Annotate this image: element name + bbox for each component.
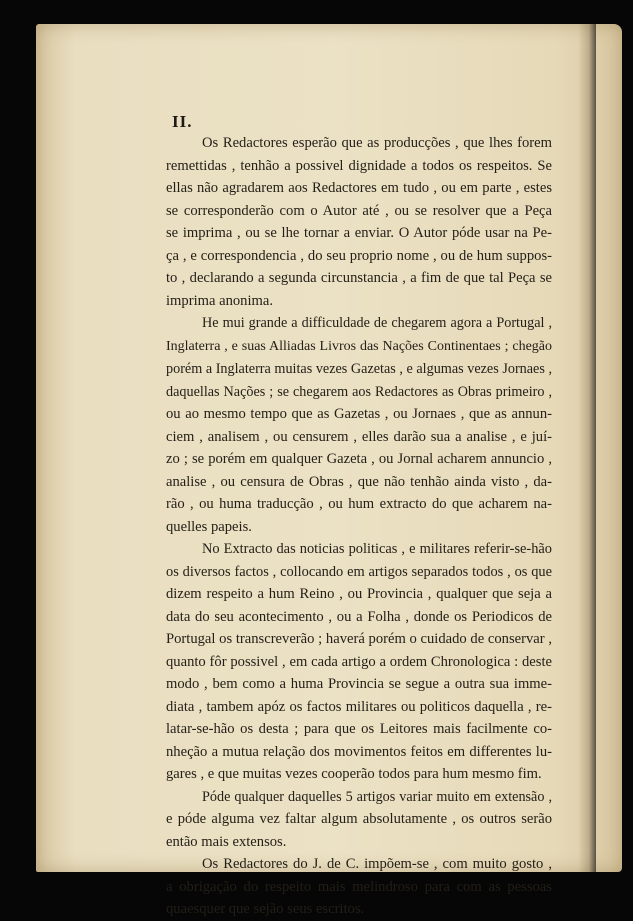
text-line: No Extracto das noticias politicas , e militares referir-se-hão xyxy=(202,541,552,557)
paragraph xyxy=(166,853,552,921)
text-line: diata , tambem apóz os factos militares ou politicos daquella , re- xyxy=(166,698,552,715)
text-line: remettidas , tenhão a possivel dignidade a todos os respeitos. Se xyxy=(166,157,552,174)
text-line: ou ao mesmo tempo que as Gazetas , ou Jornaes , que as annun- xyxy=(166,406,552,422)
page-number: II. xyxy=(172,112,193,131)
paragraph xyxy=(166,312,552,538)
paragraph xyxy=(166,132,552,312)
text-line: se imprima , ou se lhe tornar a enviar. O Autor póde usar na Pe- xyxy=(166,225,552,241)
text-line: ciem , analisem , ou censurem , elles darão sua a analise , e juí- xyxy=(166,428,552,445)
text-line: quelles papeis. xyxy=(166,518,252,535)
text-line: quanto fôr possivel , em cada artigo a ordem Chronologica : deste xyxy=(166,653,552,670)
text-line: analise , ou censura de Obras , que não tenhão ainda visto , da- xyxy=(166,473,552,490)
text-line: quaesquer que sejão seus escritos. xyxy=(166,901,365,917)
text-line: He mui grande a difficuldade de chegarem agora a Portugal , xyxy=(202,315,552,331)
text-line: zo ; se porém em qualquer Gazeta , ou Jornal acharem annuncio , xyxy=(166,451,552,467)
text-line: a obrigação do respeito mais melindroso para com as pessoas xyxy=(166,878,552,895)
text-line: ellas não agradarem aos Redactores em tudo , ou em parte , estes xyxy=(166,180,552,196)
text-line: rão , ou huma traducção , ou hum extracto do que acharem na- xyxy=(166,496,552,512)
page-fold-shadow xyxy=(578,24,596,872)
text-line: data do seu acontecimento , ou a Folha , donde os Periodicos de xyxy=(166,608,552,625)
text-line: se corresponderão com o Autor até , ou se resolver que a Peça xyxy=(166,202,552,219)
text-line: Os Redactores esperão que as producções , que lhes forem xyxy=(202,135,552,151)
text-line: porém a Inglaterra muitas vezes Gazetas , e algumas vezes Jornaes , xyxy=(166,361,552,377)
paragraph xyxy=(166,538,552,786)
text-line: Póde qualquer daquelles 5 artigos variar muito em extensão , xyxy=(202,788,552,805)
text-line: latar-se-hão os desta ; para que os Leitores mais facilmente co- xyxy=(166,721,552,737)
text-line: e póde alguma vez faltar algum absolutamente , os outros serão xyxy=(166,811,552,827)
text-line: os diversos factos , collocando em artigos separados todos , os que xyxy=(166,563,552,580)
text-line: modo , bem como a huma Provincia se segue a outra sua imme- xyxy=(166,676,552,692)
text-line: dizem respeito a hum Reino , ou Provincia , qualquer que seja a xyxy=(166,586,552,602)
text-line: gares , e que muitas vezes cooperão todos para hum mesmo fim. xyxy=(166,766,542,782)
text-line: Inglaterra , e suas Alliadas Livros das Nações Continentaes ; chegão xyxy=(166,338,552,354)
text-line: to , declarando a segunda circunstancia , a fim de que tal Peça se xyxy=(166,270,552,286)
text-line: Portugal os transcreverão ; haverá porém o cuidado de conservar , xyxy=(166,631,552,647)
text-body xyxy=(166,132,552,921)
text-line: então mais extensos. xyxy=(166,833,287,850)
text-line: nheção a mutua relação dos movimentos feitos em differentes lu- xyxy=(166,743,552,760)
text-line: ça , e correspondencia , do seu proprio nome , ou de hum suppos- xyxy=(166,247,552,264)
text-line: daquellas Nações ; se chegarem aos Redactores as Obras primeiro , xyxy=(166,383,552,400)
text-line: Os Redactores do J. de C. impõem-se , com muito gosto , xyxy=(202,856,552,872)
text-line: imprima anonima. xyxy=(166,292,273,309)
paragraph xyxy=(166,786,552,854)
